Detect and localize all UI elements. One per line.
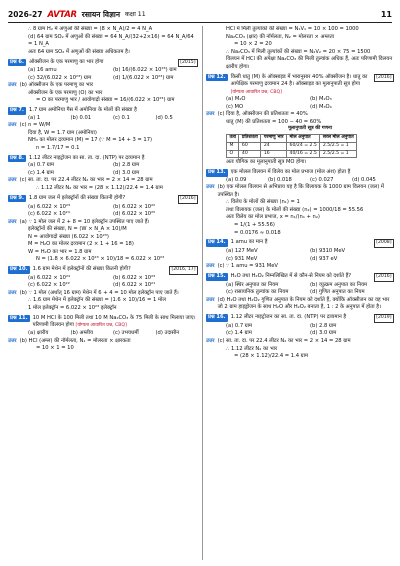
option: (c) 931 MeV (226, 255, 258, 262)
option: (b) 2.8 ग्राम (310, 322, 337, 329)
option: (b) 16/(6.022 × 10²³) ग्राम (113, 67, 177, 74)
source-label: [योग्यता आधारित प्रश्न, CBQ] (230, 89, 282, 95)
options (206, 96, 394, 111)
solution-line: इलेक्ट्रॉनों की संख्या, N = (W × N_A × 10)/M (28, 226, 127, 233)
options (206, 248, 394, 263)
solution-line: अतः 64 ग्राम SO₂ में अणुओं की संख्या अधिकतम है। (28, 48, 130, 55)
answer-label: उत्तर (8, 337, 17, 344)
question-text: 1.8 ग्राम जल में इलेक्ट्रॉनों की संख्या कितनी होगी? (29, 194, 126, 201)
answer-label: उत्तर (8, 289, 17, 296)
option: (b) 6.022 × 10²² (113, 203, 156, 210)
answer (8, 219, 198, 227)
table-cell: 24 (261, 143, 287, 151)
table-header-cell: प्रतिशतता (239, 135, 261, 143)
solution-line: ∴ 1.6 ग्राम मेथेन में इलेक्ट्रॉन की संख्या = (1.6 × 10)/16 = 1 मोल (28, 297, 166, 304)
question-tag: प्रश्न 8. (10, 154, 25, 161)
answer-label: उत्तर (8, 218, 17, 225)
option: (a) 6.022 × 10²⁴ (28, 274, 71, 281)
option: (a) 16 amu (28, 67, 57, 74)
answer-text: (c) दिया है, ऑक्सीजन की प्रतिशतता = 40% (217, 111, 308, 118)
year-badge: [2019] (374, 314, 394, 323)
table-header-cell: तत्व (227, 135, 239, 143)
answer-text: (b) एक मोलल विलयन से अभिप्राय यह है कि विलायक के 1000 ग्राम विलयन (जल) में उपस्थित है। (217, 184, 385, 198)
option: (d) 6.022 × 10²⁵ (113, 211, 156, 218)
option: (d) M₃O₄ (310, 103, 332, 110)
option: (a) 0.7 ग्राम (28, 162, 55, 169)
option: (c) उभयधर्मी (113, 330, 139, 337)
year-badge: [2016] (374, 74, 394, 83)
question-text: 1.6 ग्राम मेथेन में इलेक्ट्रॉनों की संख्या कितनी होगी? (32, 266, 131, 273)
question-7 (8, 107, 198, 152)
options (8, 275, 198, 290)
continued-solution (8, 26, 198, 56)
solution-line: 1 मोल इलेक्ट्रॉन = 6.022 × 10²³ इलेक्ट्रॉन (28, 304, 117, 311)
question-9 (8, 195, 198, 264)
option: (c) रासायनिक तुल्यांक का नियम (226, 289, 289, 296)
question-15 (206, 273, 394, 312)
question-text: 1 amu का मान है (230, 239, 268, 246)
solution-line: = O का परमाणु भार / आवोगाद्रो संख्या = 16/(6.022 × 10²³) ग्राम (36, 97, 175, 104)
options (206, 282, 394, 297)
question-text: ऑक्सीजन के एक परमाणु का भार होगा (29, 58, 104, 65)
year-badge: [2015] (178, 59, 198, 68)
option: (b) अम्लीय (70, 330, 94, 337)
question-tag: प्रश्न 16. (208, 314, 226, 321)
answer-label: उत्तर (8, 82, 17, 89)
option: (c) 6.022 × 10²² (28, 282, 70, 289)
answer (206, 263, 394, 271)
question-tag: प्रश्न 12. (208, 73, 226, 80)
answer-label: उत्तर (206, 337, 215, 344)
option: (c) 1.4 ग्राम (226, 330, 252, 337)
question-text: 1.12 लीटर नाइट्रोजन का सा. ता. दा. (NTP) पर द्रव्यमान है (29, 154, 145, 161)
option: (d) 0.5 (155, 114, 173, 121)
table-cell: 40 (239, 150, 261, 158)
answer-label: उत्तर (206, 263, 215, 270)
question-13 (206, 169, 394, 237)
year-badge: [2008] (374, 239, 394, 248)
option: (b) व्युत्क्रम अनुपात का नियम (310, 281, 368, 288)
answer-label: उत्तर (8, 177, 17, 184)
question-tag: प्रश्न 15. (208, 273, 226, 280)
answer (8, 82, 198, 90)
option: (c) 1.4 ग्राम (28, 169, 54, 176)
header-year: 2026-27 (8, 9, 43, 19)
question-tag: प्रश्न 13. (208, 169, 226, 176)
table-cell: O (227, 150, 239, 158)
option: (b) 6.022 × 10²³ (113, 274, 156, 281)
answer (206, 338, 394, 346)
table-row (227, 150, 357, 158)
solution-line: विलयन में HCl की अपेक्षा Na₂CO₃ की मिली तुल्यांक अधिक हैं, अतः परिणामी विलयन क्षारीय होगा। (226, 56, 393, 70)
options (8, 115, 198, 123)
option: (d) 0.045 (352, 176, 376, 183)
question-tag: प्रश्न 6. (10, 58, 25, 65)
table-cell: M (227, 143, 239, 151)
page-number: 11 (380, 10, 392, 20)
right-column (206, 26, 394, 560)
table-header-cell: सरल मोल अनुपात (320, 135, 357, 143)
question-text: 1.7 ग्राम अमोनिया गैस में अमोनिया के मोलों की संख्या है (29, 107, 137, 114)
solution-line: Na₂CO₃ (क्षार) की नॉर्मलता, N₂ = मोलरता × अम्लता (226, 33, 334, 40)
table-row (227, 143, 357, 151)
option: (c) 6.022 × 10²⁴ (28, 211, 70, 218)
option: (d) उदासीन (155, 330, 180, 337)
options (8, 67, 198, 82)
solution-line: ∴ 1.12 लीटर N₂ का भार (226, 345, 278, 352)
option: (d) 3.0 ग्राम (113, 169, 140, 176)
question-text: 10 M HCl के 100 मिली तथा 10 M Na₂CO₃ के 75 मिली के साथ मिलाया जाए। परिणामी विलयन होगा (32, 314, 196, 329)
solution-line: HCl में मिली तुल्यांकों की संख्या = N₁V₁ = 10 × 100 = 1000 (226, 26, 359, 32)
answer (8, 177, 198, 185)
answer-text: (c) सा. ता. दा. पर 22.4 लीटर N₂ का भार = 2 × 14 = 28 ग्राम (19, 177, 153, 184)
options (8, 162, 198, 177)
question-text: एक मोलल विलयन में विलेय का मोल प्रभाज (मोल अंश) होता है (230, 169, 351, 176)
option: (d) 6.022 × 10²¹ (113, 282, 156, 289)
left-column (8, 26, 198, 560)
solution-line: W = H₂O का भार = 1.8 ग्राम (28, 248, 92, 255)
option: (a) 1 (28, 114, 41, 121)
option: (d) 937 eV (310, 255, 338, 262)
solution-line: NH₃ का मोलर द्रव्यमान (M) = 17 (∵ M = 14 + 3 = 17) (28, 137, 153, 144)
question-8 (8, 155, 198, 193)
question-tag: प्रश्न 10. (10, 266, 28, 273)
header-subject: रसायन विज्ञान (81, 9, 121, 19)
solution-line: दिया है, W = 1.7 ग्राम (अमोनिया) (28, 129, 97, 136)
answer (8, 122, 198, 130)
question-tag: प्रश्न 7. (10, 107, 25, 114)
question-tag: प्रश्न 14. (208, 239, 226, 246)
answer-text: (a) ∵ 1 मोल जल में 2 + 8 = 10 इलेक्ट्रॉन उपस्थित पाए जाते हैं। (19, 218, 150, 225)
question-text: किसी धातु (M) के ऑक्साइड में भारानुसार 40% ऑक्सीजन है। धातु का आपेक्षिक परमाणु द्रव्यमान 24 है। ऑक्साइड का मूलानुपाती सूत्र होगा (230, 73, 368, 88)
answer (8, 338, 198, 346)
option: (a) 6.022 × 10²³ (28, 203, 71, 210)
answer-text: (c) ∵ 1 amu = 931 MeV (217, 263, 278, 270)
solution-line: ∴ Na₂CO₃ में मिली तुल्यांकों की संख्या = N₂V₂ = 20 × 75 = 1500 (226, 48, 371, 55)
answer-text: (c) n = W/M (19, 122, 51, 129)
question-10 (8, 266, 198, 312)
header-class: कक्षा 11 (125, 10, 146, 18)
answer-label: उत्तर (206, 184, 215, 191)
option: (c) 32/(6.022 × 10²³) ग्राम (28, 74, 92, 81)
table-title: मूलानुपाती सूत्र की गणना (288, 126, 332, 132)
formula-table (226, 134, 357, 158)
question-16 (206, 314, 394, 360)
answer-label: उत्तर (206, 296, 215, 303)
answer-text: (b) ऑक्सीजन के एक परमाणु का भार (19, 82, 94, 89)
option: (c) 0.027 (310, 176, 334, 183)
answer (206, 297, 394, 312)
option: (b) 0.018 (268, 176, 292, 183)
page-header (8, 8, 392, 23)
answer-label: उत्तर (8, 122, 17, 129)
solution-line: अतः यौगिक का मूलानुपाती सूत्र MO होगा। (226, 159, 307, 166)
option: (d) 3.0 ग्राम (310, 330, 337, 337)
question-text: H₂O तथा H₂O₂ निम्नलिखित में से कौन-से नियम को दर्शाते हैं? (230, 273, 352, 280)
options (8, 204, 198, 219)
table-cell: 2.5/2.5 = 1 (320, 143, 357, 151)
table-cell: 2.5/2.5 = 1 (320, 150, 357, 158)
question-11 (8, 315, 198, 353)
answer (206, 111, 394, 119)
question-tag: प्रश्न 11. (10, 314, 28, 321)
table-header-row (227, 135, 357, 143)
solution-line: ∴ 1.12 लीटर N₂ का भार = (28 × 1.12)/22.4 = 1.4 ग्राम (36, 184, 163, 191)
option: (b) 0.01 (70, 114, 92, 121)
solution-line: धातु (M) की प्रतिशतता = 100 − 40 = 60% (226, 118, 322, 125)
year-badge: [2016, 17] (169, 266, 198, 275)
answer-text: (c) सा. ता. दा. पर 22.4 लीटर N₂ का भार = 2 × 14 = 28 ग्राम (217, 337, 351, 344)
column-divider (202, 26, 203, 560)
brand-logo: AVTAR (47, 9, 77, 20)
table-cell: 60/24 = 2.5 (287, 143, 320, 151)
option: (a) M₂O (226, 96, 246, 103)
answer-text: (b) ∵ 1 मोल (अर्थात् 16 ग्राम) मेथेन में 6 + 4 = 10 मोल इलेक्ट्रॉन पाए जाते हैं। (19, 289, 179, 296)
solution-line: ऑक्सीजन के एक परमाणु (O) का भार (28, 89, 103, 96)
solution-line: N = (1.8 × 6.022 × 10²³ × 10)/18 = 6.022 × 10²³ (36, 256, 165, 263)
solution-line: = 10 × 2 = 20 (234, 41, 272, 48)
solution-line: (d) 64 ग्राम SO₂ में अणुओं की संख्या = 64 N_A/(32+2×16) = 64 N_A/64 = 1 N_A (28, 33, 194, 48)
solution-line: n = 1.7/17 = 0.1 (36, 144, 80, 151)
option: (a) 0.7 ग्राम (226, 322, 253, 329)
option: (d) 1/(6.022 × 10²³) ग्राम (113, 74, 174, 81)
question-12 (206, 74, 394, 167)
table-header-cell: मोल अनुपात (287, 135, 320, 143)
option: (a) क्षारीय (28, 330, 49, 337)
option: (d) गुणित अनुपात का नियम (310, 289, 365, 296)
option: (c) MO (226, 103, 244, 110)
solution-line: = 10 × 1 = 10 (36, 345, 74, 352)
option: (c) 0.1 (113, 114, 130, 121)
solution-line: तथा विलायक (जल) के मोलों की संख्या (n₂) = 1000/18 = 55.56 (226, 206, 364, 213)
question-text: 1.12 लीटर नाइट्रोजन का सा. ता. दा. (NTP) पर द्रव्यमान है (230, 314, 347, 321)
table-header-cell: परमाणु भार (261, 135, 287, 143)
solution-line: M = H₂O का मोलर द्रव्यमान (2 × 1 + 16 = 18) (28, 241, 134, 248)
table-cell: 40/16 = 2.5 (287, 150, 320, 158)
year-badge: [2016] (374, 273, 394, 282)
options (206, 323, 394, 338)
solution-line: ∴ 8 ग्राम H₂ में अणुओं की संख्या = (8 × N_A)/2 = 4 N_A (28, 26, 153, 32)
solution-line: = 0.0176 ≈ 0.018 (234, 229, 281, 236)
table-cell: 60 (239, 143, 261, 151)
year-badge: [2016] (178, 195, 198, 204)
question-6 (8, 59, 198, 105)
source-label: [योग्यता आधारित प्रश्न, CBQ] (75, 323, 127, 329)
answer-text: (d) H₂O तथा H₂O₂ गुणित अनुपात के नियम को दर्शाते हैं, क्योंकि ऑक्सीजन का वह भार जो 2 ग्राम हाइड्रोजन के साथ H₂O और H₂O₂ बनाता है, 1 : 2 के अनुपात में होता है। (217, 296, 390, 311)
option: (b) M₂O₃ (310, 96, 332, 103)
solution-line: = 1/(1 + 55.56) (234, 221, 275, 228)
option: (b) 9310 MeV (310, 248, 346, 255)
question-14 (206, 239, 394, 270)
question-tag: प्रश्न 9. (10, 194, 25, 201)
option: (a) 127 MeV (226, 248, 258, 255)
answer-label: उत्तर (206, 111, 215, 118)
option: (a) स्थिर अनुपात का नियम (226, 281, 279, 288)
option: (b) 2.8 ग्राम (113, 162, 140, 169)
answer-text: (b) HCl (अम्ल) की नॉर्मलता, N₁ = मोलरता × क्षारकता (19, 337, 131, 344)
answer (206, 184, 394, 199)
option: (a) 0.09 (226, 176, 247, 183)
solution-line: = (28 × 1.12)/22.4 = 1.4 ग्राम (234, 353, 309, 360)
solution-line: अतः विलेय का मोल प्रभाज, x = n₁/(n₁ + n₂) (226, 214, 320, 221)
table-cell: 16 (261, 150, 287, 158)
continued-solution (206, 26, 394, 71)
solution-line: N = आवोगाद्रो संख्या (6.022 × 10²³) (28, 233, 109, 240)
options (8, 330, 198, 338)
solution-line: ∴ विलेय के मोलों की संख्या (n₁) = 1 (226, 199, 300, 206)
